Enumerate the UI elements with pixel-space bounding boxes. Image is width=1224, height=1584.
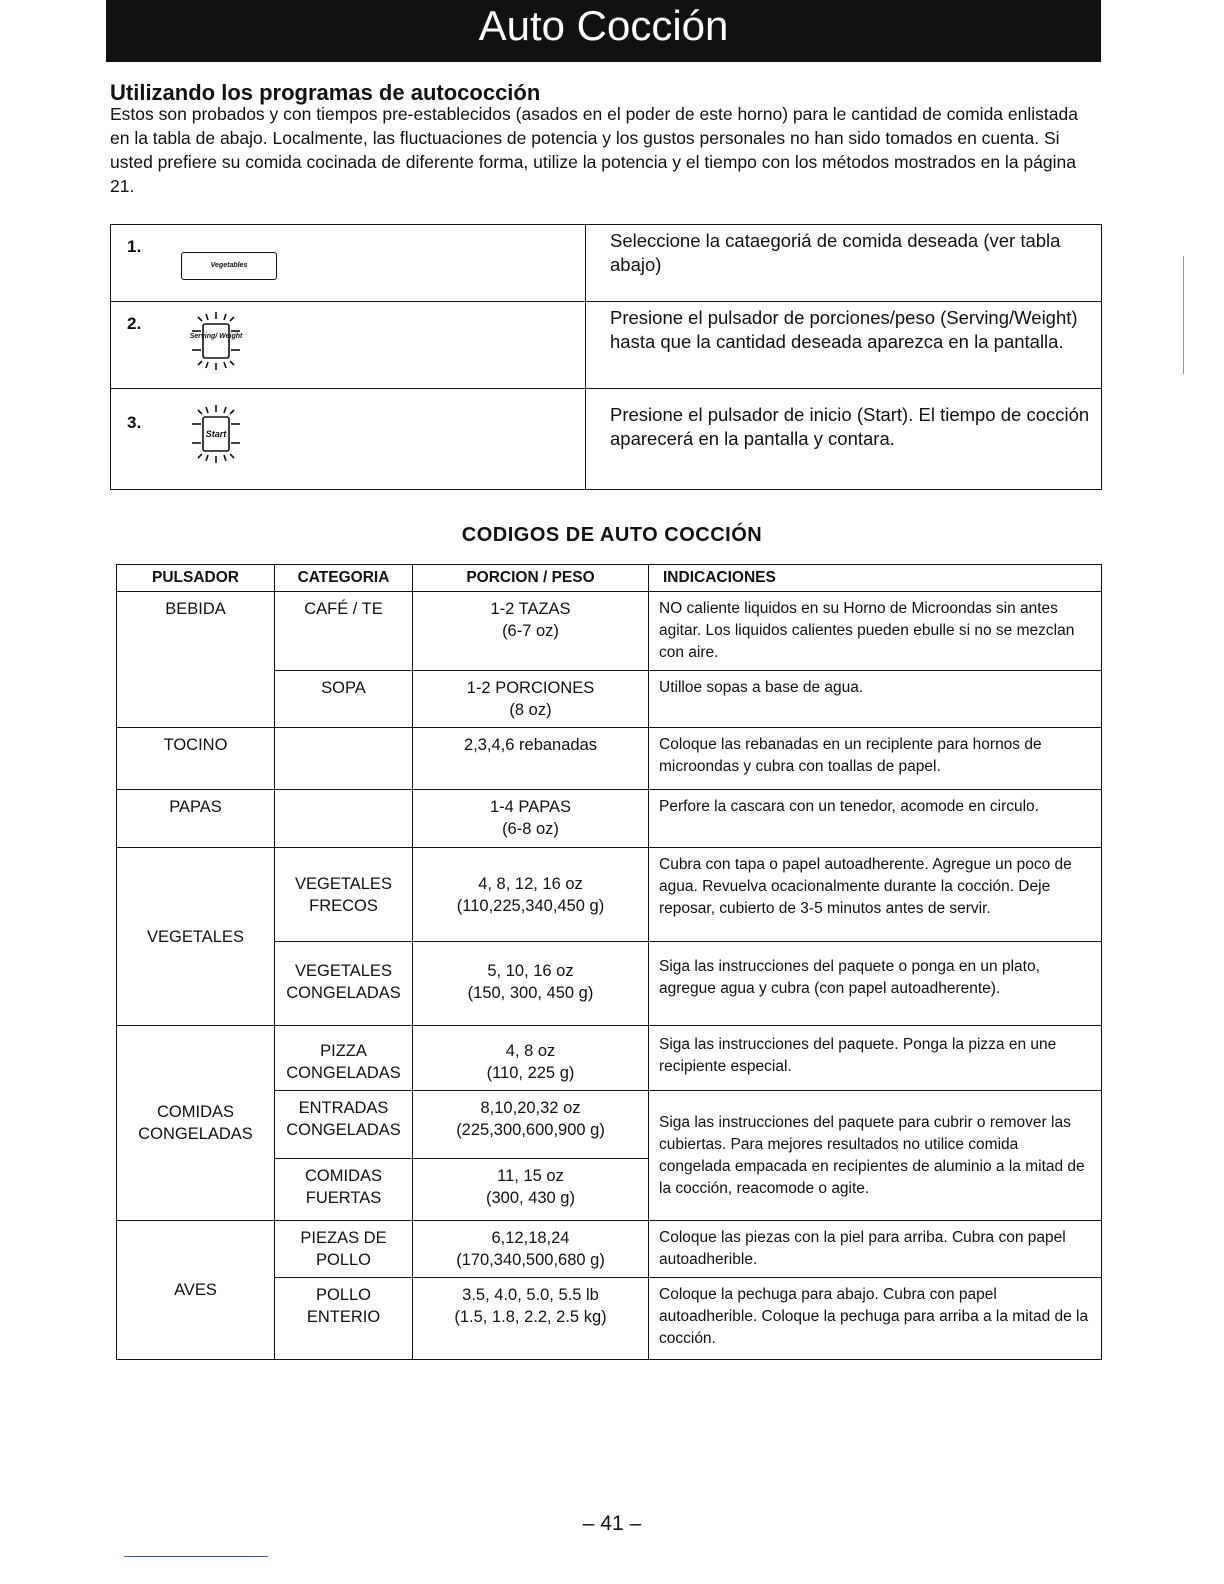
step-number: 2.	[127, 314, 142, 333]
porcion-line: (1.5, 1.8, 2.2, 2.5 kg)	[454, 1308, 607, 1326]
categoria-line: COMIDAS	[304, 1167, 382, 1185]
porcion-line: 5, 10, 16 oz	[487, 962, 574, 980]
indicaciones-cell: Siga las instrucciones del paquete para cubrir o remover las cubiertas. Para mejores resultados no utilice comida congelada empacada en recipientes de aluminio a la mitad de la cocción, reacomode o agite.	[649, 1091, 1102, 1221]
porcion-line: 8,10,20,32 oz	[480, 1099, 581, 1117]
porcion-cell	[413, 1159, 649, 1221]
serving-weight-key-icon	[181, 308, 251, 374]
column-header: PORCION / PESO	[413, 565, 649, 592]
porcion-cell	[413, 942, 649, 1026]
column-header: INDICACIONES	[649, 565, 1102, 592]
categoria-line: VEGETALES	[295, 874, 392, 893]
categoria-line: ENTRADAS	[298, 1099, 389, 1117]
categoria-line: ENTERIO	[306, 1308, 381, 1326]
porcion-line: (225,300,600,900 g)	[456, 1121, 605, 1139]
categoria-line: PIEZAS DE	[300, 1229, 387, 1247]
porcion-cell	[413, 592, 649, 671]
step-number: 1.	[127, 237, 142, 256]
porcion-line: 11, 15 oz	[497, 1167, 564, 1185]
categoria-line: FRECOS	[309, 896, 378, 915]
indicaciones-cell: Coloque las rebanadas en un reciplente para hornos de microondas y cubra con toallas de papel.	[649, 728, 1102, 790]
indicaciones-cell: Siga las instrucciones del paquete. Ponga la pizza en une recipiente especial.	[649, 1026, 1102, 1091]
codes-title: CODIGOS DE AUTO COCCIÓN	[461, 524, 763, 546]
porcion-cell	[413, 671, 649, 728]
categoria-cell: CAFÉ / TE	[275, 592, 413, 671]
porcion-cell	[413, 848, 649, 942]
indicaciones-cell: Utilloe sopas a base de agua.	[649, 671, 1102, 728]
porcion-line: 3.5, 4.0, 5.0, 5.5 lb	[462, 1286, 599, 1304]
porcion-line: (170,340,500,680 g)	[456, 1251, 605, 1269]
porcion-line: (110, 225 g)	[486, 1064, 575, 1082]
categoria-cell: SOPA	[275, 671, 413, 728]
pulsador-cell: AVES	[117, 1221, 275, 1360]
steps-table	[110, 224, 1102, 490]
margin-rule	[1183, 256, 1184, 374]
categoria-line: CONGELADAS	[286, 1121, 401, 1139]
step-row	[111, 225, 1102, 302]
pulsador-line: COMIDAS	[156, 1103, 234, 1121]
categoria-line: PIZZA	[320, 1042, 367, 1060]
start-key-icon	[181, 401, 251, 467]
footer-rule	[124, 1556, 268, 1557]
pulsador-cell: PAPAS	[117, 790, 275, 848]
step-text: Presione el pulsador de inicio (Start). El tiempo de cocción aparecerá en la pantalla y contara.	[586, 389, 1102, 490]
vegetables-key-icon	[181, 252, 277, 280]
porcion-cell	[413, 790, 649, 848]
porcion-line: (300, 430 g)	[486, 1189, 575, 1207]
porcion-line: 1-2 PORCIONES	[466, 679, 595, 697]
pulsador-cell: TOCINO	[117, 728, 275, 790]
auto-cook-codes-table	[116, 564, 1102, 1360]
step-text: Presione el pulsador de porciones/peso (Serving/Weight) hasta que la cantidad deseada aparezca en la pantalla.	[586, 302, 1102, 389]
porcion-cell	[413, 1221, 649, 1278]
table-row	[117, 592, 1102, 671]
table-row	[117, 848, 1102, 942]
categoria-line: VEGETALES	[295, 962, 392, 980]
page-banner	[106, 0, 1101, 62]
categoria-cell	[275, 1159, 413, 1221]
pulsador-cell	[117, 1026, 275, 1221]
categoria-cell	[275, 1091, 413, 1159]
porcion-cell	[413, 1278, 649, 1360]
porcion-line: (6-7 oz)	[502, 622, 559, 640]
porcion-line: (8 oz)	[509, 701, 552, 719]
step-row	[111, 389, 1102, 490]
categoria-cell	[275, 1026, 413, 1091]
porcion-line: 1-2 TAZAS	[490, 600, 571, 618]
porcion-cell	[413, 1026, 649, 1091]
porcion-line: 6,12,18,24	[491, 1229, 570, 1247]
pulsador-cell: VEGETALES	[117, 848, 275, 1026]
indicaciones-cell: Siga las instrucciones del paquete o ponga en un plato, agregue agua y cubra (con papel autoadherente).	[649, 942, 1102, 1026]
key-label: Start	[205, 429, 227, 439]
categoria-cell	[275, 1278, 413, 1360]
porcion-line: (150, 300, 450 g)	[467, 984, 594, 1002]
porcion-line: 1-4 PAPAS	[489, 798, 571, 816]
categoria-line: POLLO	[315, 1286, 372, 1304]
categoria-cell	[275, 848, 413, 942]
indicaciones-cell: Coloque las piezas con la piel para arriba. Cubra con papel autoadherible.	[649, 1221, 1102, 1278]
porcion-line: 4, 8 oz	[505, 1042, 556, 1060]
column-header: CATEGORIA	[275, 565, 413, 592]
categoria-cell	[275, 728, 413, 790]
step-text: Seleccione la cataegoriá de comida deseada (ver tabla abajo)	[586, 225, 1102, 302]
porcion-line: (6-8 oz)	[502, 820, 559, 838]
column-header: PULSADOR	[117, 565, 275, 592]
table-row	[117, 1221, 1102, 1278]
pulsador-line: CONGELADAS	[138, 1125, 253, 1143]
intro-paragraph: Estos son probados y con tiempos pre-establecidos (asados en el poder de este horno) para le cantidad de comida enlistada en la tabla de abajo. Localmente, las fluctuaciones de potencia y los gustos personales no han sido tomados en cuenta. Si usted prefiere su comida cocinada de diferente forma, utilize la potencia y el tiempo con los métodos mostrados en la página 21.	[110, 104, 1078, 196]
banner-title: Auto Cocción	[478, 2, 729, 49]
table-header-row	[117, 565, 1102, 592]
categoria-line: CONGELADAS	[286, 1064, 401, 1082]
indicaciones-cell: Perfore la cascara con un tenedor, acomode en circulo.	[649, 790, 1102, 848]
porcion-cell	[413, 1091, 649, 1159]
indicaciones-cell: Cubra con tapa o papel autoadherente. Agregue un poco de agua. Revuelva ocacionalmente durante la cocción. Deje reposar, cubierto de 3-5 minutos antes de servir.	[649, 848, 1102, 942]
table-row	[117, 1026, 1102, 1091]
section-heading: Utilizando los programas de autococción	[110, 80, 541, 105]
categoria-line: CONGELADAS	[286, 984, 401, 1002]
categoria-cell	[275, 1221, 413, 1278]
categoria-cell	[275, 942, 413, 1026]
key-label: Serving/ Weight	[189, 333, 243, 340]
categoria-line: FUERTAS	[305, 1189, 382, 1207]
indicaciones-cell: Coloque la pechuga para abajo. Cubra con papel autoadherible. Coloque la pechuga para arriba a la mitad de la cocción.	[649, 1278, 1102, 1360]
indicaciones-cell: NO caliente liquidos en su Horno de Microondas sin antes agitar. Los liquidos calientes pueden ebulle si no se mezclan con aire.	[649, 592, 1102, 671]
porcion-cell: 2,3,4,6 rebanadas	[413, 728, 649, 790]
porcion-line: 4, 8, 12, 16 oz	[478, 874, 583, 893]
pulsador-cell: BEBIDA	[117, 592, 275, 728]
key-label: Vegetables	[210, 262, 248, 269]
categoria-line: POLLO	[315, 1251, 372, 1269]
page-number: – 41 –	[582, 1512, 642, 1535]
table-row	[117, 790, 1102, 848]
categoria-cell	[275, 790, 413, 848]
step-number: 3.	[127, 413, 142, 432]
step-row	[111, 302, 1102, 389]
porcion-line: (110,225,340,450 g)	[456, 896, 605, 915]
table-row	[117, 728, 1102, 790]
